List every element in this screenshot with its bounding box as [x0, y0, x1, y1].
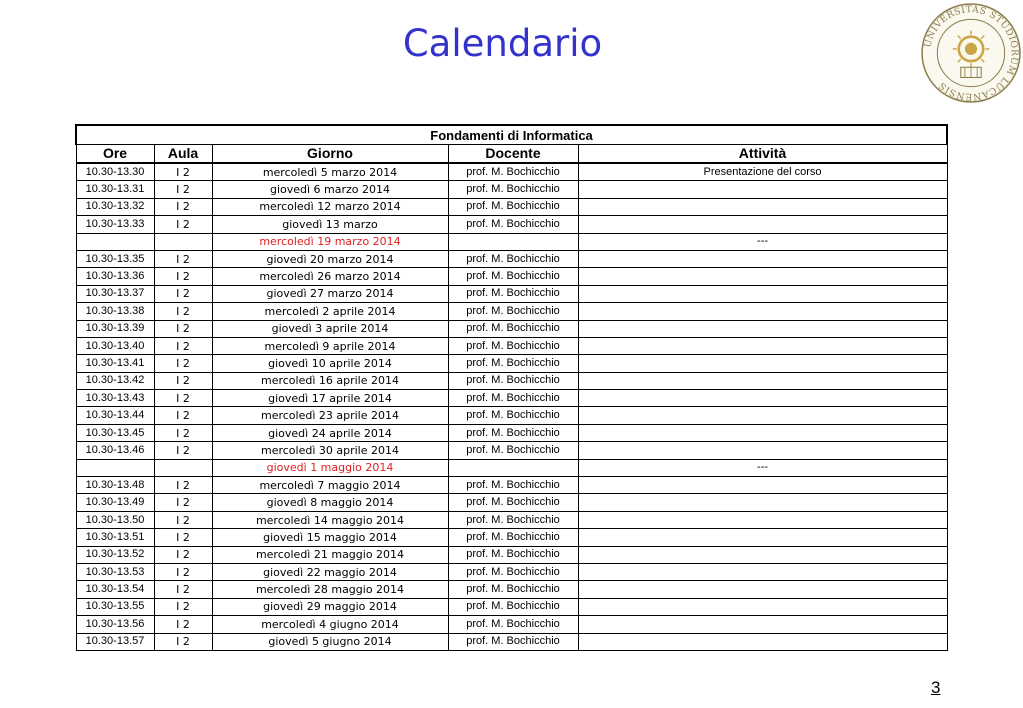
cell-giorno: mercoledì 23 aprile 2014: [212, 407, 448, 424]
cell-giorno: giovedì 17 aprile 2014: [212, 390, 448, 407]
cell-attivita: [578, 598, 947, 615]
table-row: [76, 163, 947, 181]
cell-aula: I 2: [154, 442, 212, 459]
cell-ore: 10.30-13.50: [76, 511, 154, 528]
table-row: [76, 459, 947, 476]
table-row: [76, 477, 947, 494]
cell-docente: prof. M. Bochicchio: [448, 163, 578, 181]
cell-attivita: [578, 337, 947, 354]
svg-text:UNIVERSITAS STUDIORUM LUCANENS: UNIVERSITAS STUDIORUM LUCANENSIS: [922, 4, 1020, 102]
table-row: [76, 407, 947, 424]
cell-ore: [76, 233, 154, 250]
cell-ore: [76, 459, 154, 476]
cell-docente: prof. M. Bochicchio: [448, 477, 578, 494]
table-row: [76, 233, 947, 250]
cell-giorno: mercoledì 7 maggio 2014: [212, 477, 448, 494]
cell-ore: 10.30-13.48: [76, 477, 154, 494]
cell-giorno: mercoledì 5 marzo 2014: [212, 163, 448, 181]
cell-attivita: [578, 390, 947, 407]
calendar-table: [75, 124, 948, 651]
header-giorno: Giorno: [212, 145, 448, 164]
cell-aula: I 2: [154, 477, 212, 494]
cell-attivita: [578, 216, 947, 233]
cell-ore: 10.30-13.45: [76, 424, 154, 441]
cell-ore: 10.30-13.51: [76, 529, 154, 546]
table-row: [76, 424, 947, 441]
cell-ore: 10.30-13.30: [76, 163, 154, 181]
cell-attivita: [578, 355, 947, 372]
cell-attivita: [578, 442, 947, 459]
cell-docente: [448, 459, 578, 476]
cell-giorno: mercoledì 14 maggio 2014: [212, 511, 448, 528]
cell-aula: [154, 233, 212, 250]
cell-docente: prof. M. Bochicchio: [448, 268, 578, 285]
cell-attivita: [578, 477, 947, 494]
table-row: [76, 372, 947, 389]
table-row: [76, 216, 947, 233]
cell-docente: prof. M. Bochicchio: [448, 303, 578, 320]
cell-aula: I 2: [154, 390, 212, 407]
cell-ore: 10.30-13.43: [76, 390, 154, 407]
cell-docente: prof. M. Bochicchio: [448, 285, 578, 302]
page-title: Calendario: [402, 22, 603, 65]
cell-docente: prof. M. Bochicchio: [448, 407, 578, 424]
cell-docente: prof. M. Bochicchio: [448, 250, 578, 267]
cell-ore: 10.30-13.32: [76, 198, 154, 215]
cell-attivita: [578, 616, 947, 633]
cell-aula: I 2: [154, 303, 212, 320]
cell-attivita: [578, 285, 947, 302]
cell-aula: I 2: [154, 407, 212, 424]
cell-attivita: [578, 563, 947, 580]
cell-attivita: Presentazione del corso: [578, 163, 947, 181]
cell-docente: prof. M. Bochicchio: [448, 320, 578, 337]
page-number: 3: [931, 678, 941, 697]
cell-docente: [448, 233, 578, 250]
course-title: Fondamenti di Informatica: [76, 125, 947, 145]
table-row: [76, 181, 947, 198]
cell-ore: 10.30-13.36: [76, 268, 154, 285]
cell-aula: I 2: [154, 616, 212, 633]
cell-aula: I 2: [154, 372, 212, 389]
cell-giorno: mercoledì 26 marzo 2014: [212, 268, 448, 285]
cell-giorno: mercoledì 2 aprile 2014: [212, 303, 448, 320]
cell-giorno: mercoledì 9 aprile 2014: [212, 337, 448, 354]
cell-aula: I 2: [154, 355, 212, 372]
cell-ore: 10.30-13.56: [76, 616, 154, 633]
table-row: [76, 494, 947, 511]
cell-aula: I 2: [154, 181, 212, 198]
cell-docente: prof. M. Bochicchio: [448, 442, 578, 459]
cell-giorno: giovedì 13 marzo: [212, 216, 448, 233]
university-seal-icon: [920, 2, 1022, 104]
cell-docente: prof. M. Bochicchio: [448, 563, 578, 580]
cell-ore: 10.30-13.38: [76, 303, 154, 320]
cell-attivita: [578, 546, 947, 563]
cell-ore: 10.30-13.54: [76, 581, 154, 598]
cell-giorno: giovedì 3 aprile 2014: [212, 320, 448, 337]
cell-docente: prof. M. Bochicchio: [448, 633, 578, 650]
table-row: [76, 337, 947, 354]
table-row: [76, 616, 947, 633]
cell-giorno: giovedì 10 aprile 2014: [212, 355, 448, 372]
table-row: [76, 633, 947, 650]
cell-attivita: [578, 407, 947, 424]
table-body: [76, 163, 947, 650]
cell-ore: 10.30-13.33: [76, 216, 154, 233]
table-row: [76, 581, 947, 598]
cell-attivita: ---: [578, 459, 947, 476]
cell-aula: I 2: [154, 494, 212, 511]
cell-attivita: [578, 494, 947, 511]
cell-aula: I 2: [154, 320, 212, 337]
cell-ore: 10.30-13.42: [76, 372, 154, 389]
table-row: [76, 563, 947, 580]
cell-docente: prof. M. Bochicchio: [448, 216, 578, 233]
cell-docente: prof. M. Bochicchio: [448, 546, 578, 563]
cell-giorno: giovedì 22 maggio 2014: [212, 563, 448, 580]
cell-giorno: mercoledì 4 giugno 2014: [212, 616, 448, 633]
cell-aula: I 2: [154, 163, 212, 181]
header-docente: Docente: [448, 145, 578, 164]
cell-docente: prof. M. Bochicchio: [448, 372, 578, 389]
cell-ore: 10.30-13.52: [76, 546, 154, 563]
cell-aula: I 2: [154, 424, 212, 441]
cell-giorno: giovedì 20 marzo 2014: [212, 250, 448, 267]
cell-attivita: [578, 581, 947, 598]
cell-aula: I 2: [154, 633, 212, 650]
cell-attivita: [578, 372, 947, 389]
cell-aula: I 2: [154, 337, 212, 354]
cell-ore: 10.30-13.37: [76, 285, 154, 302]
cell-giorno: mercoledì 16 aprile 2014: [212, 372, 448, 389]
cell-giorno: giovedì 15 maggio 2014: [212, 529, 448, 546]
cell-ore: 10.30-13.49: [76, 494, 154, 511]
cell-giorno: giovedì 1 maggio 2014: [212, 459, 448, 476]
cell-giorno: giovedì 29 maggio 2014: [212, 598, 448, 615]
table-row: [76, 546, 947, 563]
table-row: [76, 598, 947, 615]
cell-attivita: [578, 268, 947, 285]
table-row: [76, 442, 947, 459]
table-row: [76, 390, 947, 407]
cell-ore: 10.30-13.57: [76, 633, 154, 650]
cell-giorno: mercoledì 30 aprile 2014: [212, 442, 448, 459]
table-row: [76, 268, 947, 285]
cell-docente: prof. M. Bochicchio: [448, 424, 578, 441]
header-ore: Ore: [76, 145, 154, 164]
cell-docente: prof. M. Bochicchio: [448, 390, 578, 407]
cell-ore: 10.30-13.53: [76, 563, 154, 580]
cell-attivita: [578, 250, 947, 267]
cell-ore: 10.30-13.46: [76, 442, 154, 459]
table-row: [76, 285, 947, 302]
cell-aula: I 2: [154, 511, 212, 528]
table-row: [76, 320, 947, 337]
cell-giorno: mercoledì 12 marzo 2014: [212, 198, 448, 215]
cell-aula: I 2: [154, 546, 212, 563]
table-header-row: [76, 145, 947, 164]
cell-ore: 10.30-13.31: [76, 181, 154, 198]
table-row: [76, 250, 947, 267]
table-row: [76, 355, 947, 372]
cell-docente: prof. M. Bochicchio: [448, 198, 578, 215]
cell-ore: 10.30-13.44: [76, 407, 154, 424]
cell-attivita: [578, 320, 947, 337]
cell-attivita: ---: [578, 233, 947, 250]
cell-giorno: giovedì 6 marzo 2014: [212, 181, 448, 198]
cell-ore: 10.30-13.41: [76, 355, 154, 372]
cell-docente: prof. M. Bochicchio: [448, 494, 578, 511]
header-aula: Aula: [154, 145, 212, 164]
cell-aula: I 2: [154, 598, 212, 615]
cell-docente: prof. M. Bochicchio: [448, 337, 578, 354]
cell-attivita: [578, 198, 947, 215]
cell-giorno: mercoledì 21 maggio 2014: [212, 546, 448, 563]
cell-attivita: [578, 303, 947, 320]
table-row: [76, 198, 947, 215]
cell-attivita: [578, 181, 947, 198]
cell-docente: prof. M. Bochicchio: [448, 581, 578, 598]
table-row: [76, 511, 947, 528]
cell-docente: prof. M. Bochicchio: [448, 598, 578, 615]
cell-ore: 10.30-13.39: [76, 320, 154, 337]
cell-docente: prof. M. Bochicchio: [448, 616, 578, 633]
cell-ore: 10.30-13.35: [76, 250, 154, 267]
cell-giorno: mercoledì 28 maggio 2014: [212, 581, 448, 598]
header-attivita: Attività: [578, 145, 947, 164]
cell-docente: prof. M. Bochicchio: [448, 529, 578, 546]
cell-aula: I 2: [154, 250, 212, 267]
cell-giorno: giovedì 24 aprile 2014: [212, 424, 448, 441]
cell-aula: I 2: [154, 529, 212, 546]
cell-aula: I 2: [154, 198, 212, 215]
cell-docente: prof. M. Bochicchio: [448, 181, 578, 198]
cell-aula: I 2: [154, 268, 212, 285]
cell-aula: I 2: [154, 563, 212, 580]
cell-attivita: [578, 529, 947, 546]
cell-aula: I 2: [154, 216, 212, 233]
cell-giorno: giovedì 8 maggio 2014: [212, 494, 448, 511]
cell-aula: I 2: [154, 285, 212, 302]
cell-aula: I 2: [154, 581, 212, 598]
cell-ore: 10.30-13.55: [76, 598, 154, 615]
cell-docente: prof. M. Bochicchio: [448, 511, 578, 528]
cell-aula: [154, 459, 212, 476]
cell-ore: 10.30-13.40: [76, 337, 154, 354]
cell-attivita: [578, 424, 947, 441]
cell-attivita: [578, 633, 947, 650]
table-row: [76, 529, 947, 546]
cell-giorno: giovedì 5 giugno 2014: [212, 633, 448, 650]
table-row: [76, 303, 947, 320]
cell-docente: prof. M. Bochicchio: [448, 355, 578, 372]
cell-giorno: giovedì 27 marzo 2014: [212, 285, 448, 302]
cell-attivita: [578, 511, 947, 528]
cell-giorno: mercoledì 19 marzo 2014: [212, 233, 448, 250]
